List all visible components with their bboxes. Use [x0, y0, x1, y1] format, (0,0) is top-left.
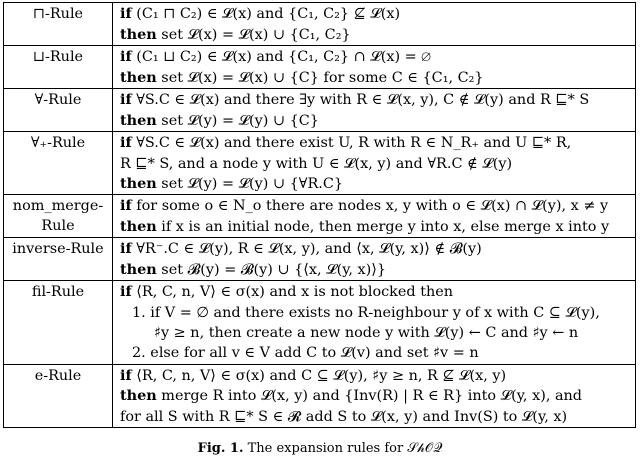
keyword: if [120, 48, 132, 66]
rule-name: ⊓-Rule [32, 6, 84, 23]
keyword: if [120, 197, 132, 215]
rule-text: set 𝓛(y) = 𝓛(y) ∪ {C} [156, 112, 319, 129]
keyword: if [120, 367, 132, 385]
rule-line [120, 47, 431, 67]
rule-line [120, 174, 343, 194]
rule-line [120, 111, 319, 131]
column-divider [112, 89, 113, 131]
rule-line [120, 4, 400, 24]
rule-row [4, 281, 635, 365]
keyword: then [120, 217, 157, 235]
rule-text: ⟨R, C, n, V⟩ ∈ σ(x) and C ⊆ 𝓛(y), ♯y ≥ n, R ⊈ 𝓛(x, y) [131, 368, 507, 385]
rule-text: 2. else for all v ∈ V add C to 𝓛(v) and set ♯v = n [132, 345, 479, 362]
rule-line [120, 407, 567, 427]
rule-text: ♯y ≥ n, then create a new node y with 𝓛(y) ← C and ♯y ← n [154, 325, 579, 342]
rule-name: fil-Rule [31, 284, 85, 301]
rule-text: for all S with R ⊑* S ∈ 𝓡 add S to 𝓛(x, y) and Inv(S) to 𝓛(y, x) [120, 408, 568, 425]
column-divider [112, 238, 113, 280]
rule-text: (C₁ ⊓ C₂) ∈ 𝓛(x) and {C₁, C₂} ⊈ 𝓛(x) [131, 6, 401, 23]
column-divider [112, 281, 113, 364]
rule-row [4, 132, 635, 195]
rule-text: set 𝓛(y) = 𝓛(y) ∪ {∀R.C} [156, 175, 344, 192]
rule-text: for some o ∈ N_o there are nodes x, y with o ∈ 𝓛(x) ∩ 𝓛(y), x ≠ y [131, 198, 609, 215]
rule-text: if x is an initial node, then merge y into x, else merge x into y [156, 218, 610, 235]
caption-text: The expansion rules for 𝒮𝒽𝒪𝒬 [243, 441, 443, 457]
rule-line [120, 366, 506, 386]
rule-text: 1. if V = ∅ and there exists no R-neighbour y of x with C ⊆ 𝓛(y), [132, 304, 600, 321]
rule-line [132, 343, 479, 363]
keyword: if [120, 240, 132, 258]
keyword: if [120, 5, 132, 23]
column-divider [112, 132, 113, 194]
rule-row [4, 3, 635, 46]
rules-table [3, 2, 636, 428]
rule-name: e-Rule [34, 368, 82, 385]
rule-text: ∀S.C ∈ 𝓛(x) and there exist U, R with R ∈ N_R₊ and U ⊑* R, [131, 135, 572, 152]
rule-line [120, 260, 386, 280]
rule-text: merge R into 𝓛(x, y) and {Inv(R) | R ∈ R} into 𝓛(y, x), and [156, 388, 583, 405]
rule-line [132, 303, 600, 323]
rule-text: ∀S.C ∈ 𝓛(x) and there ∃y with R ∈ 𝓛(x, y), C ∉ 𝓛(y) and R ⊑* S [131, 92, 590, 109]
rule-row [4, 195, 635, 238]
column-divider [112, 3, 113, 45]
rule-text: set 𝓛(x) = 𝓛(x) ∪ {C} for some C ∈ {C₁, C₂} [156, 69, 484, 86]
rule-line [120, 25, 351, 45]
rule-line [120, 154, 512, 174]
rule-row [4, 365, 635, 428]
rule-name: ⊔-Rule [32, 49, 84, 66]
rule-line [120, 217, 609, 237]
keyword: then [120, 260, 157, 278]
rule-text: set 𝓛(x) = 𝓛(x) ∪ {C₁, C₂} [156, 26, 351, 43]
rule-name: nom_merge-Rule [12, 198, 104, 235]
keyword: if [120, 134, 132, 152]
column-divider [112, 46, 113, 88]
column-divider [112, 195, 113, 237]
figure-caption [0, 441, 640, 457]
keyword: then [120, 174, 157, 192]
keyword: then [120, 68, 157, 86]
keyword: then [120, 111, 157, 129]
rule-line [154, 323, 578, 343]
rule-line [120, 133, 571, 153]
rule-line [120, 386, 582, 406]
column-divider [112, 365, 113, 428]
rule-line [120, 282, 453, 302]
keyword: if [120, 283, 132, 301]
rule-name: ∀-Rule [34, 92, 82, 109]
rule-line [120, 239, 482, 259]
rule-text: (C₁ ⊔ C₂) ∈ 𝓛(x) and {C₁, C₂} ∩ 𝓛(x) = ∅ [131, 49, 431, 66]
rule-row [4, 238, 635, 281]
rule-name: inverse-Rule [12, 241, 104, 258]
rule-name: ∀₊-Rule [30, 135, 86, 152]
keyword: then [120, 387, 157, 405]
rule-row [4, 46, 635, 89]
keyword: if [120, 91, 132, 109]
caption-label: Fig. 1. [197, 441, 244, 457]
rule-line [120, 196, 608, 216]
rule-row [4, 89, 635, 132]
rule-text: set 𝓑(y) = 𝓑(y) ∪ {⟨x, 𝓛(y, x)⟩} [156, 261, 387, 278]
keyword: then [120, 25, 157, 43]
rule-text: R ⊑* S, and a node y with U ∈ 𝓛(x, y) and ∀R.C ∉ 𝓛(y) [120, 155, 513, 172]
rule-line [120, 68, 484, 88]
rule-text: ⟨R, C, n, V⟩ ∈ σ(x) and x is not blocked then [131, 284, 454, 301]
rule-text: ∀R⁻.C ∈ 𝓛(y), R ∈ 𝓛(x, y), and ⟨x, 𝓛(y, x)⟩ ∉ 𝓑(y) [131, 241, 482, 258]
rule-line [120, 90, 589, 110]
